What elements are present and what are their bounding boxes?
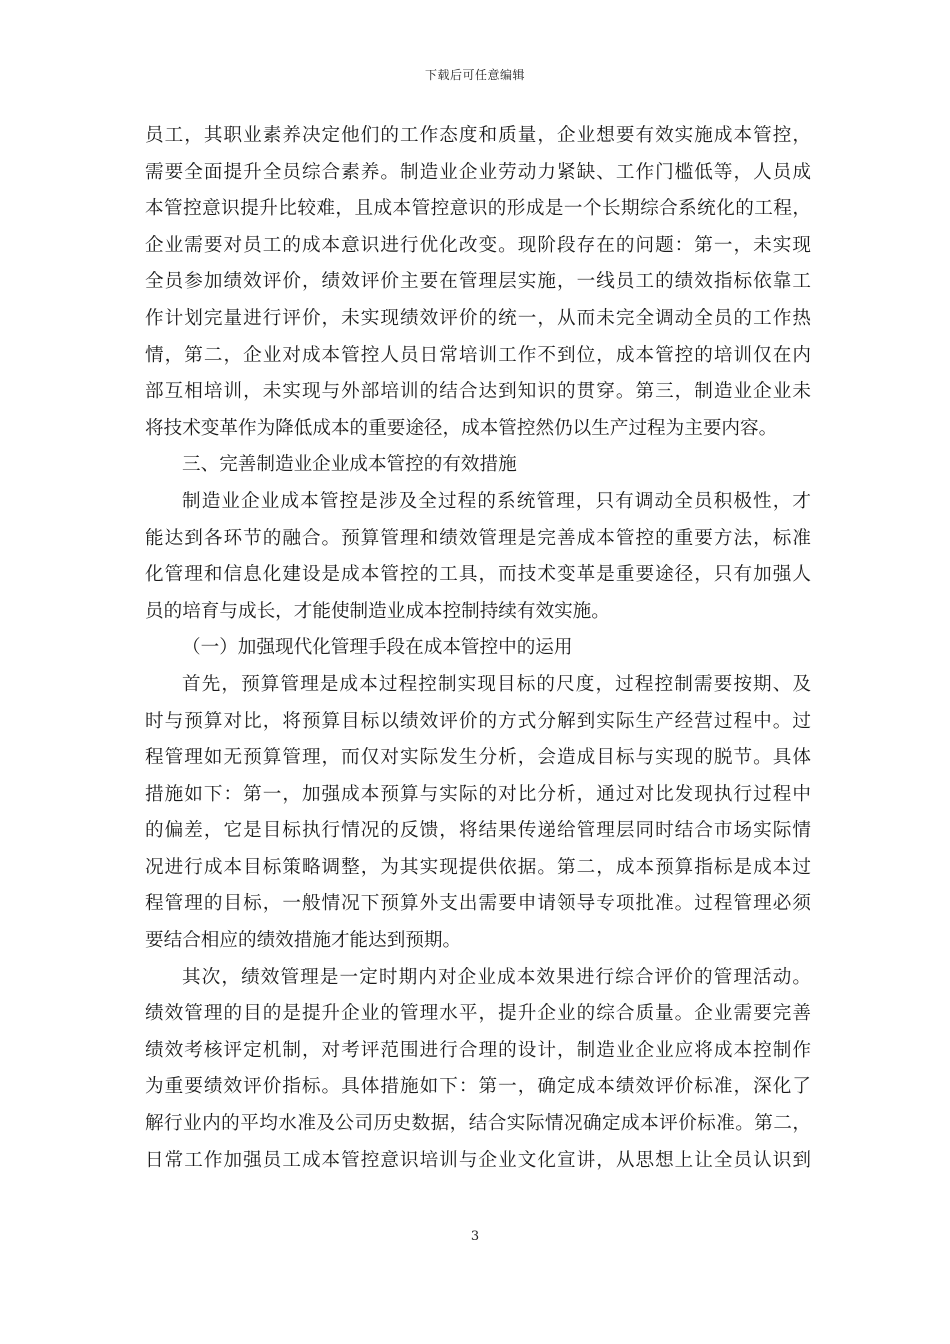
text-line: 全员参加绩效评价，绩效评价主要在管理层实施，一线员工的绩效指标依靠工	[145, 271, 811, 293]
text-line: 需要全面提升全员综合素养。制造业企业劳动力紧缺、工作门槛低等，人员成	[145, 161, 811, 183]
text-line: 其次，绩效管理是一定时期内对企业成本效果进行综合评价的管理活动。	[182, 966, 811, 988]
text-line: 程管理如无预算管理，而仅对实际发生分析，会造成目标与实现的脱节。具体	[145, 747, 811, 769]
text-line: 首先，预算管理是成本过程控制实现目标的尺度，过程控制需要按期、及	[182, 673, 811, 695]
heading-line: 三、完善制造业企业成本管控的有效措施	[182, 454, 517, 476]
paragraph-1	[145, 118, 811, 447]
text-line: 要结合相应的绩效措施才能达到预期。	[145, 930, 462, 952]
text-line: 绩效管理的目的是提升企业的管理水平，提升企业的综合质量。企业需要完善	[145, 1003, 811, 1025]
paragraph-4	[145, 960, 811, 1180]
paragraph-2	[145, 484, 811, 630]
text-line: 本管控意识提升比较难，且成本管控意识的形成是一个长期综合系统化的工程，	[145, 198, 811, 220]
text-line: 员工，其职业素养决定他们的工作态度和质量，企业想要有效实施成本管控，	[145, 125, 811, 146]
heading-line: （一）加强现代化管理手段在成本管控中的运用	[182, 637, 573, 659]
page-header: 下载后可任意编辑	[424, 68, 525, 82]
text-line: 作计划完量进行评价，未实现绩效评价的统一，从而未完全调动全员的工作热	[145, 307, 811, 329]
text-line: 企业需要对员工的成本意识进行优化改变。现阶段存在的问题：第一，未实现	[145, 234, 811, 256]
text-line: 将技术变革作为降低成本的重要途径，成本管控然仍以生产过程为主要内容。	[145, 417, 778, 439]
text-line: 程管理的目标，一般情况下预算外支出需要申请领导专项批准。过程管理必须	[145, 893, 811, 915]
text-line: 解行业内的平均水准及公司历史数据，结合实际情况确定成本评价标准。第二，	[145, 1113, 811, 1135]
paragraph-3	[145, 667, 811, 960]
text-line: 况进行成本目标策略调整，为其实现提供依据。第二，成本预算指标是成本过	[145, 856, 811, 878]
text-line: 时与预算对比，将预算目标以绩效评价的方式分解到实际生产经营过程中。过	[145, 710, 811, 732]
text-line: 日常工作加强员工成本管控意识培训与企业文化宣讲，从思想上让全员认识到	[145, 1149, 811, 1171]
text-line: 员的培育与成长，才能使制造业成本控制持续有效实施。	[145, 600, 610, 622]
text-line: 化管理和信息化建设是成本管控的工具，而技术变革是重要途径，只有加强人	[145, 564, 811, 586]
subsection-heading-1	[145, 630, 811, 667]
document-body	[145, 118, 811, 1179]
section-heading-3	[145, 447, 811, 484]
text-line: 部互相培训，未实现与外部培训的结合达到知识的贯穿。第三，制造业企业未	[145, 381, 811, 403]
text-line: 制造业企业成本管控是涉及全过程的系统管理，只有调动全员积极性，才	[182, 490, 811, 512]
text-line: 能达到各环节的融合。预算管理和绩效管理是完善成本管控的重要方法，标准	[145, 527, 811, 549]
text-line: 的偏差，它是目标执行情况的反馈，将结果传递给管理层同时结合市场实际情	[145, 820, 811, 842]
text-line: 情，第二，企业对成本管控人员日常培训工作不到位，成本管控的培训仅在内	[145, 344, 811, 366]
page-number: 3	[470, 1229, 480, 1244]
text-line: 绩效考核评定机制，对考评范围进行合理的设计，制造业企业应将成本控制作	[145, 1039, 811, 1061]
text-line: 措施如下：第一，加强成本预算与实际的对比分析，通过对比发现执行过程中	[145, 783, 811, 805]
text-line: 为重要绩效评价指标。具体措施如下：第一，确定成本绩效评价标准，深化了	[145, 1076, 811, 1098]
